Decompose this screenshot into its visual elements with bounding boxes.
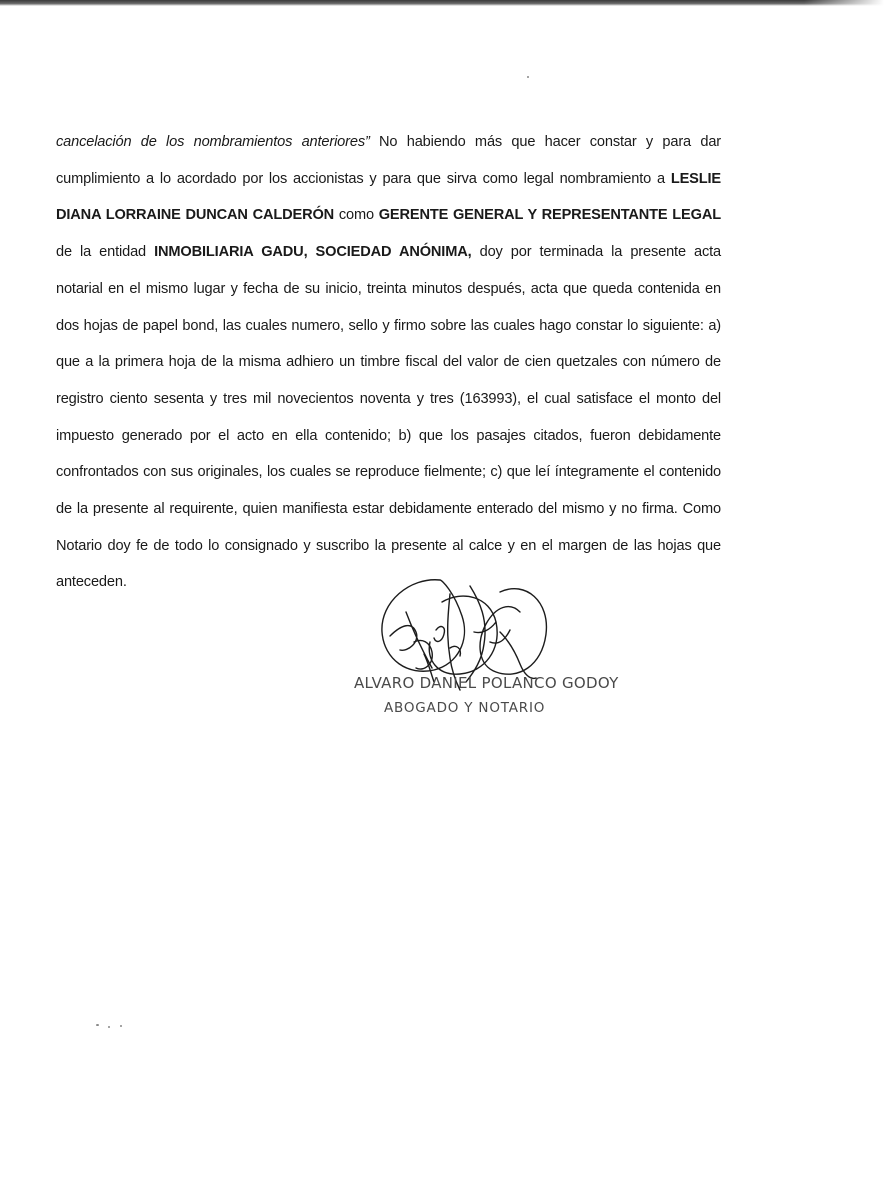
body-text: como	[334, 207, 379, 224]
scan-speck	[96, 1024, 99, 1026]
quoted-text-italic: cancelación de los nombramientos anteriores”	[56, 134, 370, 150]
scan-speck	[108, 1026, 110, 1028]
appointee-name: LESLIE DIANA LORRAINE DUNCAN CALDERÓN	[56, 170, 721, 224]
body-text: doy por terminada la presente acta notarial en el mismo lugar y fecha de su inicio, treinta minutos después, acta que queda contenida en dos hojas de papel bond, las cuales numero, sello y firmo sobre las cuales hago constar lo siguiente: a) que a la primera hoja de la misma adhiero un timbre fiscal del valor de cien quetzales con número de registro ciento sesenta y tres mil novecientos noventa y tres (163993), el cual satisface el monto del impuesto generado por el acto en ella contenido; b) que los pasajes citados, fueron debidamente confrontados con sus originales, los cuales se reproduce fielmente; c) que leí íntegramente el contenido de la presente al requirente, quien manifiesta estar debidamente enterado del mismo y no firma. Como Notario doy fe de todo lo consignado y suscribo la presente al calce y en el margen de las hojas que anteceden.	[56, 244, 721, 591]
company-name: INMOBILIARIA GADU, SOCIEDAD ANÓNIMA,	[154, 244, 472, 261]
scan-speck	[120, 1025, 122, 1027]
document-body-paragraph	[56, 124, 721, 601]
body-text: No habiendo más que hacer constar y para dar cumplimiento a lo acordado por los accionistas y para que sirva como legal nombramiento a	[56, 134, 721, 187]
scan-top-edge-fade	[804, 0, 884, 8]
scan-top-edge	[0, 0, 884, 6]
scan-speck	[527, 76, 529, 78]
body-text: de la entidad	[56, 244, 155, 261]
notary-stamp-name: ALVARO DANIEL POLANCO GODOY	[354, 674, 619, 692]
notary-stamp-title: ABOGADO Y NOTARIO	[384, 700, 546, 716]
position-title: GERENTE GENERAL Y REPRESENTANTE LEGAL	[378, 207, 721, 224]
